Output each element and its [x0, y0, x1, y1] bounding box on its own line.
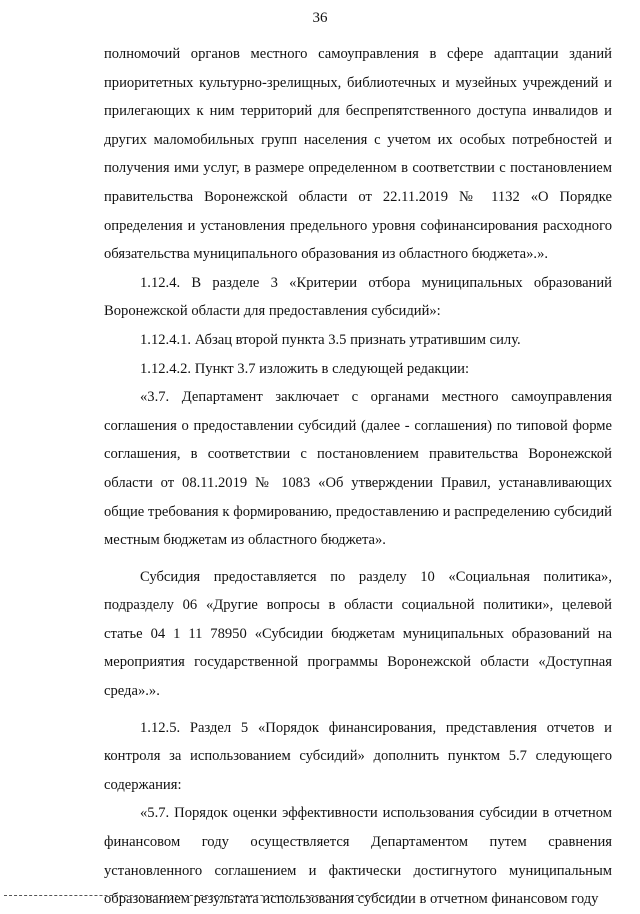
paragraph-subsidy: Субсидия предоставляется по разделу 10 «Социальная политика», подразделу 06 «Другие вопросы в области социальной политики», целевой статье 04 1 11 78950 «Субсидии бюджетам муниципальных образований на мероприятия государственной программы Воронежской области «Доступная среда».». — [104, 568, 612, 700]
paragraph-quote-5-7: «5.7. Порядок оценки эффективности использования субсидии в отчетном финансовом году осуществляется Департаментом путем сравнения установленного соглашением и фактически достигнутого муниципальным образованием результата использования субсидии в отчетном финансовом году — [104, 805, 612, 908]
paragraph-1-12-4: 1.12.4. В разделе 3 «Критерии отбора муниципальных образований Воронежской области для предоставления субсидий»: — [104, 274, 612, 320]
paragraph-quote-3-7: «3.7. Департамент заключает с органами местного самоуправления соглашения о предоставлении субсидий (далее - соглашения) по типовой форме соглашения, в соответствии с постановлением правительства Воронежской области от 08.11.2019 № 1083 «Об утверждении Правил, устанавливающих общие требования к формированию, предоставлению и распределению субсидий местным бюджетам из областного бюджета». — [104, 389, 612, 549]
paragraph-continuation: полномочий органов местного самоуправления в сфере адаптации зданий приоритетных культурно-зрелищных, библиотечных и музейных учреждений и прилегающих к ним территорий для беспрепятственного доступа инвалидов и других маломобильных групп населения с учетом их особых потребностей и получения ими услуг, в размере определенном в соответствии с постановлением правительства Воронежской области от 22.11.2019 № 1132 «О Порядке определения и установления предельного уровня софинансирования расходного обязательства муниципального образования из областного бюджета».». — [104, 46, 612, 263]
document-body — [104, 40, 612, 914]
page-number: 36 — [312, 10, 328, 26]
paragraph-1-12-4-1: 1.12.4.1. Абзац второй пункта 3.5 признать утратившим силу. — [140, 331, 521, 348]
footer-divider — [4, 895, 404, 896]
paragraph-1-12-5: 1.12.5. Раздел 5 «Порядок финансирования, представления отчетов и контроля за использованием субсидий» дополнить пунктом 5.7 следующего содержания: — [104, 719, 612, 793]
paragraph-1-12-4-2: 1.12.4.2. Пункт 3.7 изложить в следующей редакции: — [140, 360, 469, 377]
